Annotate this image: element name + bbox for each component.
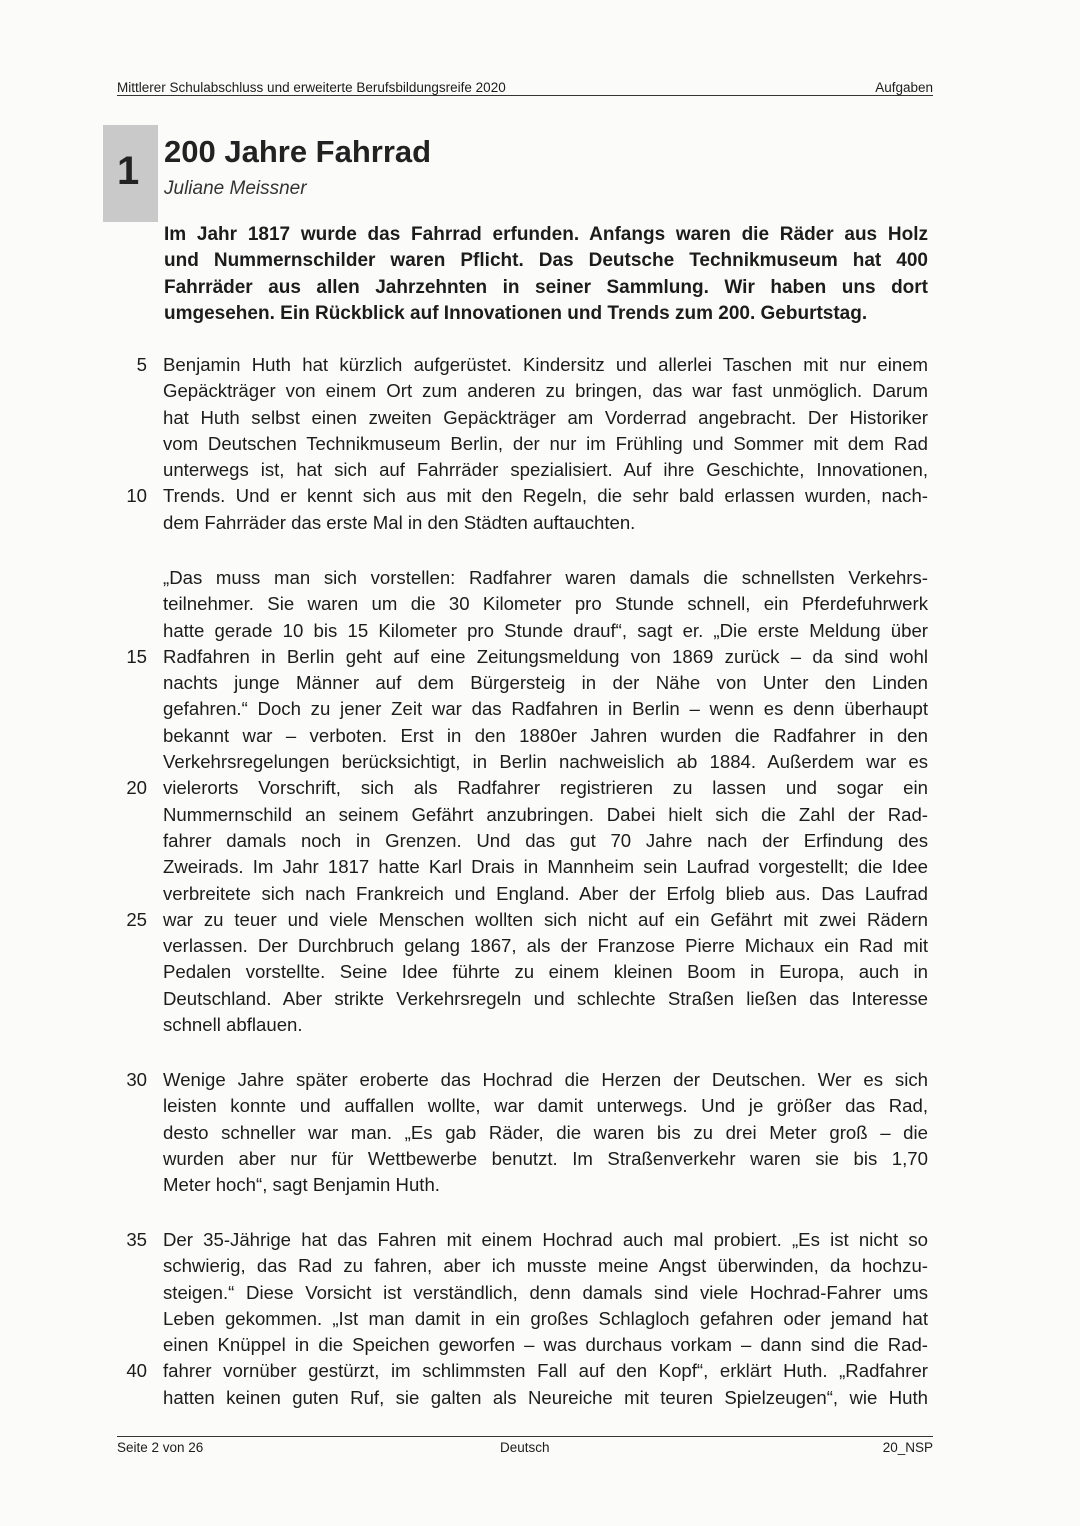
text-line: Deutschland. Aber strikte Verkehrsregeln und schlechte Straßen ließen das Interesse xyxy=(163,987,928,1009)
article-author: Juliane Meissner xyxy=(164,178,307,199)
lead-line: Fahrräder aus allen Jahrzehnten in seiner Sammlung. Wir haben uns dort xyxy=(164,276,928,298)
text-line: Gepäckträger von einem Ort zum anderen zu bringen, das war fast unmöglich. Darum xyxy=(163,380,928,402)
text-line: unterwegs ist, hat sich auf Fahrräder spezialisiert. Auf ihre Geschichte, Innovationen, xyxy=(163,459,928,481)
text-line: Trends. Und er kennt sich aus mit den Regeln, die sehr bald erlassen wurden, nach- xyxy=(163,485,928,507)
body-paragraph xyxy=(126,1227,928,1411)
text-line: steigen.“ Diese Vorsicht ist verständlich, denn damals sind viele Hochrad-Fahrer ums xyxy=(163,1281,928,1303)
text-line: leisten konnte und auffallen wollte, war damit unterwegs. Und je größer das Rad, xyxy=(163,1095,928,1117)
text-row xyxy=(163,1280,928,1306)
footer-code: 20_NSP xyxy=(882,1440,933,1455)
text-row xyxy=(163,1012,928,1038)
text-row xyxy=(163,1253,928,1279)
text-line: fahrer damals noch in Grenzen. Und das gut 70 Jahre nach der Erfindung des xyxy=(163,829,928,851)
text-row xyxy=(163,510,928,536)
text-line: Radfahren in Berlin geht auf eine Zeitungsmeldung von 1869 zurück – da sind wohl xyxy=(163,645,928,667)
text-row xyxy=(163,565,928,591)
text-line: fahrer vornüber gestürzt, im schlimmsten Fall auf den Kopf“, erklärt Huth. „Radfahrer xyxy=(163,1360,928,1382)
text-row xyxy=(163,802,928,828)
text-line: Nummernschild an seinem Gefährt anzubringen. Dabei hielt sich die Zahl der Rad- xyxy=(163,803,928,825)
text-row xyxy=(126,907,928,933)
text-line: Der 35-Jährige hat das Fahren mit einem Hochrad auch mal probiert. „Es ist nicht so xyxy=(163,1229,928,1250)
line-number: 25 xyxy=(126,908,147,930)
lead-line: Im Jahr 1817 wurde das Fahrrad erfunden. Anfangs waren die Räder aus Holz xyxy=(164,224,928,245)
text-row xyxy=(163,1172,928,1198)
text-line: nachts junge Männer auf dem Bürgersteig in der Nähe von Unter den Linden xyxy=(163,672,928,694)
text-row xyxy=(163,828,928,854)
text-row xyxy=(163,696,928,722)
text-row xyxy=(126,775,928,801)
text-line: vom Deutschen Technikmuseum Berlin, der nur im Frühling und Sommer mit dem Rad xyxy=(163,432,928,454)
text-row xyxy=(126,644,928,670)
text-row xyxy=(163,457,928,483)
text-line: Leben gekommen. „Ist man damit in ein großes Schlagloch gefahren oder jemand hat xyxy=(163,1307,928,1329)
text-row xyxy=(163,959,928,985)
text-line: Zweirads. Im Jahr 1817 hatte Karl Drais in Mannheim sein Laufrad vorgestellt; die Idee xyxy=(163,856,928,878)
text-line: gefahren.“ Doch zu jener Zeit war das Radfahren in Berlin – wenn es denn überhaupt xyxy=(163,698,928,720)
footer-subject: Deutsch xyxy=(500,1440,550,1455)
body-paragraph xyxy=(126,565,928,1038)
text-line: verlassen. Der Durchbruch gelang 1867, als der Franzose Pierre Michaux ein Rad mit xyxy=(163,935,928,957)
text-line: Pedalen vorstellte. Seine Idee führte zu einem kleinen Boom in Europa, auch in xyxy=(163,961,928,983)
text-row xyxy=(163,933,928,959)
text-line: hat Huth selbst einen zweiten Gepäckträger am Vorderrad angebracht. Der Historiker xyxy=(163,406,928,428)
text-row xyxy=(163,591,928,617)
text-line: hatte gerade 10 bis 15 Kilometer pro Stunde drauf“, sagt er. „Die erste Meldung über xyxy=(163,619,928,641)
page-header xyxy=(117,79,933,96)
line-number: 15 xyxy=(126,645,147,667)
line-number: 5 xyxy=(136,354,147,375)
footer-page-number: Seite 2 von 26 xyxy=(117,1440,204,1455)
task-number: 1 xyxy=(117,149,140,193)
text-line: Meter hoch“, sagt Benjamin Huth. xyxy=(163,1174,440,1196)
text-row xyxy=(163,854,928,880)
text-line: desto schneller war man. „Es gab Räder, die waren bis zu drei Meter groß – die xyxy=(163,1121,928,1143)
text-line: teilnehmer. Sie waren um die 30 Kilometer pro Stunde schnell, ein Pferdefuhrwerk xyxy=(163,593,928,615)
text-row xyxy=(163,1093,928,1119)
header-section: Aufgaben xyxy=(875,80,933,95)
text-line: dem Fahrräder das erste Mal in den Städten auftauchten. xyxy=(163,511,636,533)
text-line: hatten keinen guten Ruf, sie galten als Neureiche mit teuren Spielzeugen“, wie Huth xyxy=(163,1386,928,1408)
text-row xyxy=(163,986,928,1012)
text-line: einen Knüppel in die Speichen geworfen – was durchaus vorkam – dann sind die Rad- xyxy=(163,1334,928,1356)
text-line: Verkehrsregelungen berücksichtigt, in Berlin nachweislich ab 1884. Außerdem war es xyxy=(163,751,928,773)
text-row xyxy=(163,723,928,749)
task-number-box xyxy=(103,125,158,222)
text-row xyxy=(126,483,928,509)
text-line: vielerorts Vorschrift, sich als Radfahrer registrieren zu lassen und sogar ein xyxy=(163,777,928,799)
text-row xyxy=(163,1385,928,1411)
text-row xyxy=(163,881,928,907)
text-line: „Das muss man sich vorstellen: Radfahrer waren damals die schnellsten Verkehrs- xyxy=(163,567,928,588)
line-number: 40 xyxy=(126,1360,147,1382)
text-row xyxy=(163,1306,928,1332)
article-title: 200 Jahre Fahrrad xyxy=(164,134,432,169)
article-lead xyxy=(164,222,928,327)
text-line: schwierig, das Rad zu fahren, aber ich musste meine Angst überwinden, da hochzu- xyxy=(163,1255,928,1277)
line-number: 35 xyxy=(126,1229,147,1250)
page-footer xyxy=(117,1436,933,1455)
body-paragraph xyxy=(126,1067,928,1198)
lead-line: und Nummernschilder waren Pflicht. Das Deutsche Technikmuseum hat 400 xyxy=(164,250,928,272)
text-row xyxy=(163,431,928,457)
line-number: 20 xyxy=(126,777,147,799)
text-row xyxy=(163,1120,928,1146)
text-line: verbreitete sich nach Frankreich und England. Aber der Erfolg blieb aus. Das Laufrad xyxy=(163,882,928,904)
text-line: Wenige Jahre später eroberte das Hochrad die Herzen der Deutschen. Wer es sich xyxy=(163,1069,928,1090)
text-row xyxy=(126,1358,928,1384)
text-row xyxy=(163,405,928,431)
header-exam-title: Mittlerer Schulabschluss und erweiterte Berufsbildungsreife 2020 xyxy=(117,80,506,95)
lead-line: umgesehen. Ein Rückblick auf Innovationen und Trends zum 200. Geburtstag. xyxy=(164,302,868,324)
text-line: wurden aber nur für Wettbewerbe benutzt. Im Straßenverkehr waren sie bis 1,70 xyxy=(163,1147,928,1169)
text-row xyxy=(163,1332,928,1358)
text-row xyxy=(126,1227,928,1253)
body-paragraph xyxy=(126,352,928,536)
line-number: 30 xyxy=(126,1069,147,1090)
text-row xyxy=(163,378,928,404)
text-line: war zu teuer und viele Menschen wollten sich nicht auf ein Gefährt mit zwei Rädern xyxy=(163,908,928,930)
text-row xyxy=(163,749,928,775)
text-row xyxy=(163,670,928,696)
text-row xyxy=(163,618,928,644)
text-row xyxy=(136,352,928,378)
line-number: 10 xyxy=(126,485,147,507)
text-row xyxy=(163,1146,928,1172)
text-line: bekannt war – verboten. Erst in den 1880er Jahren wurden die Radfahrer in den xyxy=(163,724,928,746)
text-row xyxy=(126,1067,928,1093)
text-line: Benjamin Huth hat kürzlich aufgerüstet. Kindersitz und allerlei Taschen mit nur einem xyxy=(163,354,928,375)
text-line: schnell abflauen. xyxy=(163,1014,303,1036)
